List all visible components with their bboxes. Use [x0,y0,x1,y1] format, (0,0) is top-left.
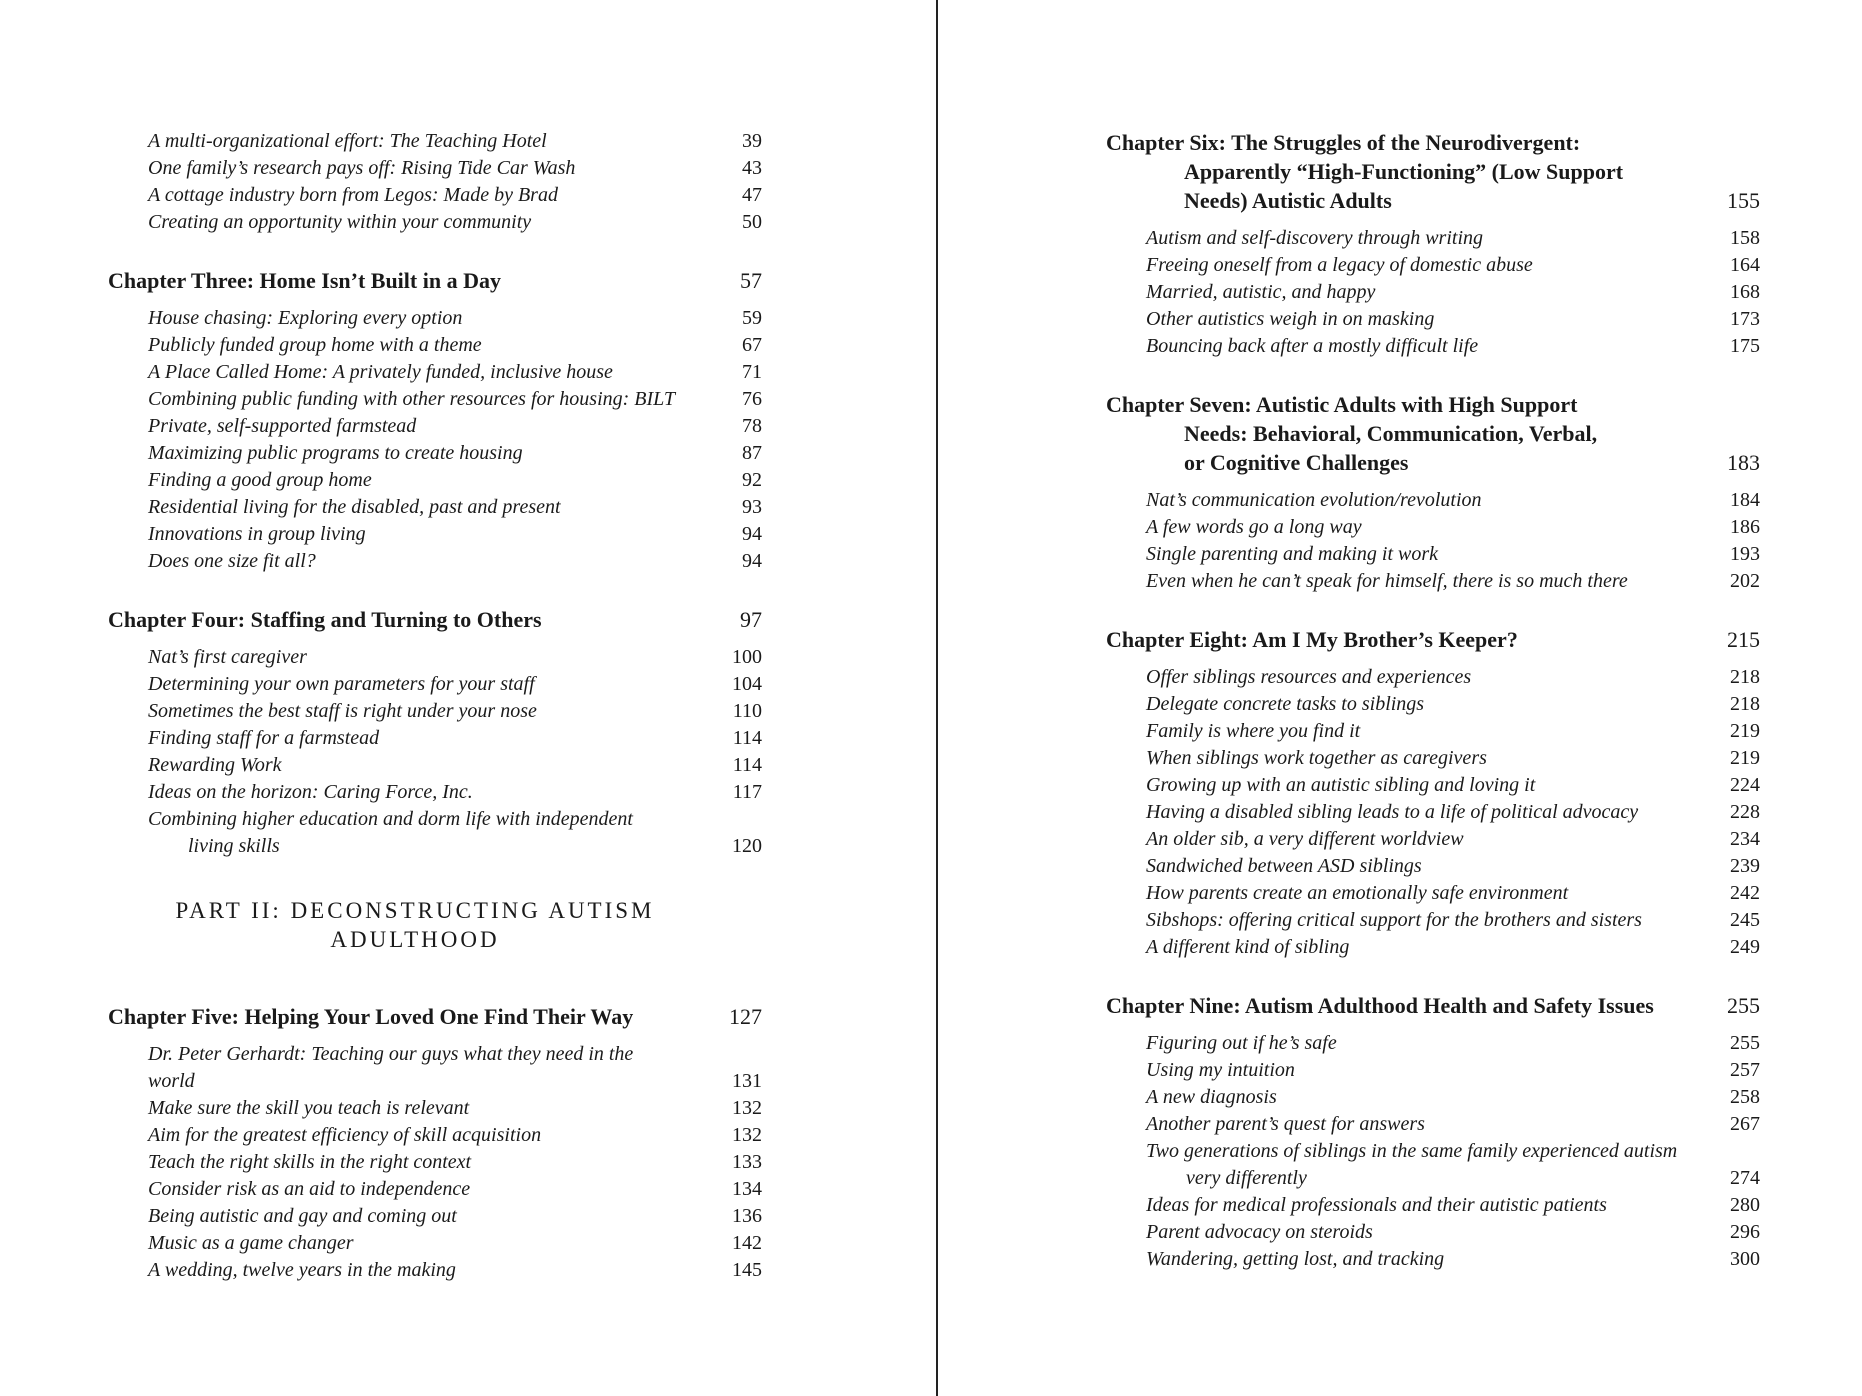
entry-page-number: 228 [1730,801,1760,823]
entry-title: Dr. Peter Gerhardt: Teaching our guys what they need in the world [148,1043,634,1092]
entry-page-number: 94 [742,523,762,545]
entry-title: An older sib, a very different worldview [1146,828,1464,850]
toc-entry [1106,934,1760,961]
entry-page-number: 234 [1730,828,1760,850]
entry-title: Rewarding Work [148,754,282,776]
part-heading-line: PART II: DECONSTRUCTING AUTISM [175,898,655,923]
chapter-title: Chapter Three: Home Isn’t Built in a Day [108,268,501,293]
toc-entry [1106,1084,1760,1111]
toc-entry [108,494,762,521]
entry-title: Aim for the greatest efficiency of skill acquisition [148,1124,542,1146]
toc-entry [1106,306,1760,333]
entry-title: A wedding, twelve years in the making [148,1259,456,1281]
toc-entry [1106,279,1760,306]
chapter-page-number: 57 [740,268,762,293]
toc-entry [108,155,762,182]
entry-page-number: 142 [732,1232,762,1254]
entry-page-number: 168 [1730,281,1760,303]
toc-entry [108,521,762,548]
toc-entry [1106,664,1760,691]
toc-entry [108,359,762,386]
entry-title: Being autistic and gay and coming out [148,1205,457,1227]
entry-title: How parents create an emotionally safe environment [1146,882,1569,904]
entry-page-number: 94 [742,550,762,572]
entry-page-number: 224 [1730,774,1760,796]
toc-entry [1106,826,1760,853]
entry-title: House chasing: Exploring every option [148,307,463,329]
chapter-title: Chapter Four: Staffing and Turning to Others [108,607,542,632]
entry-page-number: 67 [742,334,762,356]
part-heading [108,896,762,954]
entry-title: When siblings work together as caregivers [1146,747,1487,769]
chapter-heading [108,266,762,295]
toc-entry [108,1230,762,1257]
entry-page-number: 255 [1730,1032,1760,1054]
toc-entry [1106,772,1760,799]
toc-entry [108,440,762,467]
chapter-entries [1106,225,1760,360]
entry-title: Finding a good group home [148,469,372,491]
toc-entry [108,1149,762,1176]
entry-page-number: 218 [1730,666,1760,688]
toc-entry [1106,252,1760,279]
entry-title: A multi-organizational effort: The Teaching Hotel [148,130,547,152]
entry-title: Figuring out if he’s safe [1146,1032,1337,1054]
chapter-heading [108,1002,762,1031]
entry-page-number: 100 [732,646,762,668]
toc-entry [108,386,762,413]
entry-title: Another parent’s quest for answers [1146,1113,1425,1135]
toc-entry [1106,1030,1760,1057]
entry-page-number: 274 [1730,1167,1760,1189]
entry-title: Using my intuition [1146,1059,1295,1081]
entry-title: Finding staff for a farmstead [148,727,380,749]
chapter-entries [108,1041,762,1284]
entry-title: Delegate concrete tasks to siblings [1146,693,1425,715]
toc-entry [1106,1057,1760,1084]
entry-title: Nat’s first caregiver [148,646,307,668]
toc-entry [1106,1246,1760,1273]
entry-page-number: 164 [1730,254,1760,276]
toc-entry [1106,225,1760,252]
toc-entry [108,806,762,860]
chapter-heading [1106,991,1760,1020]
toc-entry [1106,853,1760,880]
entry-title: Innovations in group living [148,523,366,545]
entry-page-number: 257 [1730,1059,1760,1081]
chapter-heading [1106,625,1760,654]
entry-title: A Place Called Home: A privately funded, inclusive house [148,361,613,383]
entry-title: Growing up with an autistic sibling and loving it [1146,774,1536,796]
left-page [108,128,762,1284]
toc-entry [108,1257,762,1284]
chapter-page-number: 215 [1727,627,1760,652]
chapter-title: Chapter Six: The Struggles of the Neurodivergent: [1106,130,1581,155]
toc-entry [1106,745,1760,772]
chapter-heading [1106,128,1760,215]
entry-title: Teach the right skills in the right context [148,1151,472,1173]
entry-title: Creating an opportunity within your community [148,211,532,233]
entry-title: Offer siblings resources and experiences [1146,666,1472,688]
entry-page-number: 76 [742,388,762,410]
toc-entry [108,1095,762,1122]
entry-title: A cottage industry born from Legos: Made by Brad [148,184,558,206]
entry-title: Having a disabled sibling leads to a life of political advocacy [1146,801,1639,823]
toc-entry [108,209,762,236]
entry-page-number: 219 [1730,747,1760,769]
entry-title: A different kind of sibling [1146,936,1350,958]
entry-page-number: 173 [1730,308,1760,330]
entry-title: Publicly funded group home with a theme [148,334,482,356]
toc-entry [1106,1219,1760,1246]
chapter-entries [108,305,762,575]
entry-page-number: 296 [1730,1221,1760,1243]
entry-title: Family is where you find it [1146,720,1361,742]
entry-page-number: 267 [1730,1113,1760,1135]
chapter-entries [1106,1030,1760,1138]
toc-entry [1106,541,1760,568]
entry-page-number: 104 [732,673,762,695]
entry-page-number: 145 [732,1259,762,1281]
chapter-title-continued: Needs) Autistic Adults [1184,188,1392,213]
chapter-title: Chapter Nine: Autism Adulthood Health and Safety Issues [1106,993,1654,1018]
entry-title: Parent advocacy on steroids [1146,1221,1373,1243]
entry-title: Ideas on the horizon: Caring Force, Inc. [148,781,473,803]
chapter-title: Chapter Seven: Autistic Adults with High Support [1106,392,1578,417]
entry-page-number: 132 [732,1097,762,1119]
toc-entry [108,644,762,671]
entry-title: Determining your own parameters for your staff [148,673,535,695]
entry-page-number: 245 [1730,909,1760,931]
toc-entry [108,671,762,698]
chapter-title: Chapter Eight: Am I My Brother’s Keeper? [1106,627,1518,652]
part-heading-line: ADULTHOOD [330,927,500,952]
entry-title: Single parenting and making it work [1146,543,1439,565]
entry-page-number: 120 [732,835,762,857]
entry-title-continued: very differently [1186,1167,1307,1189]
entry-title-continued: living skills [188,835,280,857]
toc-entry [1106,514,1760,541]
entry-title: Ideas for medical professionals and their autistic patients [1146,1194,1607,1216]
toc-entry [1106,333,1760,360]
entry-title: Other autistics weigh in on masking [1146,308,1435,330]
entry-page-number: 114 [732,727,762,749]
toc-entry [108,332,762,359]
toc-entry [108,548,762,575]
toc-entry [1106,718,1760,745]
entry-page-number: 280 [1730,1194,1760,1216]
entry-title: Music as a game changer [148,1232,354,1254]
toc-entry [108,725,762,752]
entry-title: Bouncing back after a mostly difficult life [1146,335,1479,357]
entry-page-number: 117 [732,781,762,803]
entry-title: A few words go a long way [1146,516,1362,538]
toc-entry [108,752,762,779]
toc-entry [1106,1138,1760,1192]
entry-title: Sometimes the best staff is right under your nose [148,700,537,722]
entry-page-number: 59 [742,307,762,329]
chapter-heading [1106,390,1760,477]
entry-page-number: 47 [742,184,762,206]
entry-page-number: 50 [742,211,762,233]
entry-title: A new diagnosis [1146,1086,1277,1108]
toc-entry [1106,799,1760,826]
chapter-title-continued: Apparently “High-Functioning” (Low Support [1184,159,1624,184]
entry-title: Wandering, getting lost, and tracking [1146,1248,1445,1270]
chapter-heading [108,605,762,634]
entry-page-number: 136 [732,1205,762,1227]
entry-page-number: 132 [732,1124,762,1146]
toc-entry [1106,880,1760,907]
toc-entry [1106,907,1760,934]
toc-entry [108,182,762,209]
toc-entry [108,1203,762,1230]
entry-page-number: 218 [1730,693,1760,715]
toc-entry [1106,1192,1760,1219]
toc-entry [108,698,762,725]
chapter-entries [1106,487,1760,595]
entry-title: One family’s research pays off: Rising Tide Car Wash [148,157,576,179]
entry-page-number: 300 [1730,1248,1760,1270]
toc-entry [108,467,762,494]
chapter-entries [108,644,762,806]
entry-page-number: 131 [732,1070,762,1092]
entry-title: Two generations of siblings in the same family experienced autism [1146,1140,1678,1162]
entry-page-number: 114 [732,754,762,776]
entry-page-number: 39 [742,130,762,152]
entry-title: Autism and self-discovery through writing [1146,227,1484,249]
entry-title: Maximizing public programs to create housing [148,442,523,464]
entry-title: Married, autistic, and happy [1146,281,1376,303]
entry-page-number: 134 [732,1178,762,1200]
toc-entry [1106,691,1760,718]
entry-title: Residential living for the disabled, past and present [148,496,561,518]
chapter-title: Chapter Five: Helping Your Loved One Find Their Way [108,1004,634,1029]
entry-title: Combining public funding with other resources for housing: BILT [148,388,676,410]
entry-title: Freeing oneself from a legacy of domestic abuse [1146,254,1533,276]
page-gutter-divider [936,0,938,1396]
toc-entry [108,413,762,440]
entry-title: Sibshops: offering critical support for the brothers and sisters [1146,909,1642,931]
entry-page-number: 43 [742,157,762,179]
entry-page-number: 249 [1730,936,1760,958]
entry-page-number: 239 [1730,855,1760,877]
chapter-entries [1106,664,1760,961]
entry-page-number: 78 [742,415,762,437]
chapter-page-number: 97 [740,607,762,632]
toc-entry [1106,487,1760,514]
toc-entry [108,779,762,806]
chapter-page-number: 255 [1727,993,1760,1018]
entry-page-number: 258 [1730,1086,1760,1108]
toc-entry [108,1176,762,1203]
entry-page-number: 202 [1730,570,1760,592]
entry-title: Private, self-supported farmstead [148,415,417,437]
intro-entries [108,128,762,236]
toc-entry [1106,568,1760,595]
entry-title: Consider risk as an aid to independence [148,1178,471,1200]
toc-entry [108,128,762,155]
chapter-page-number: 155 [1727,188,1760,213]
chapter-title-continued: Needs: Behavioral, Communication, Verbal, [1184,421,1598,446]
entry-title: Nat’s communication evolution/revolution [1146,489,1482,511]
right-page [1106,128,1760,1273]
entry-title: Make sure the skill you teach is relevant [148,1097,470,1119]
entry-page-number: 219 [1730,720,1760,742]
entry-page-number: 133 [732,1151,762,1173]
chapter-title-continued: or Cognitive Challenges [1184,450,1409,475]
entry-title: Combining higher education and dorm life with independent [148,808,633,830]
chapter-page-number: 183 [1727,450,1760,475]
entry-page-number: 186 [1730,516,1760,538]
toc-entry [108,305,762,332]
entry-page-number: 92 [742,469,762,491]
entry-page-number: 193 [1730,543,1760,565]
chapter-entries [1106,1192,1760,1273]
chapter-page-number: 127 [729,1004,762,1029]
entry-page-number: 93 [742,496,762,518]
entry-page-number: 242 [1730,882,1760,904]
toc-entry [1106,1111,1760,1138]
entry-title: Even when he can’t speak for himself, there is so much there [1146,570,1628,592]
entry-page-number: 110 [732,700,762,722]
entry-title: Sandwiched between ASD siblings [1146,855,1422,877]
entry-page-number: 87 [742,442,762,464]
entry-title: Does one size fit all? [148,550,316,572]
toc-entry [108,1122,762,1149]
entry-page-number: 175 [1730,335,1760,357]
entry-page-number: 184 [1730,489,1760,511]
entry-page-number: 158 [1730,227,1760,249]
entry-page-number: 71 [742,361,762,383]
toc-entry [108,1041,762,1095]
